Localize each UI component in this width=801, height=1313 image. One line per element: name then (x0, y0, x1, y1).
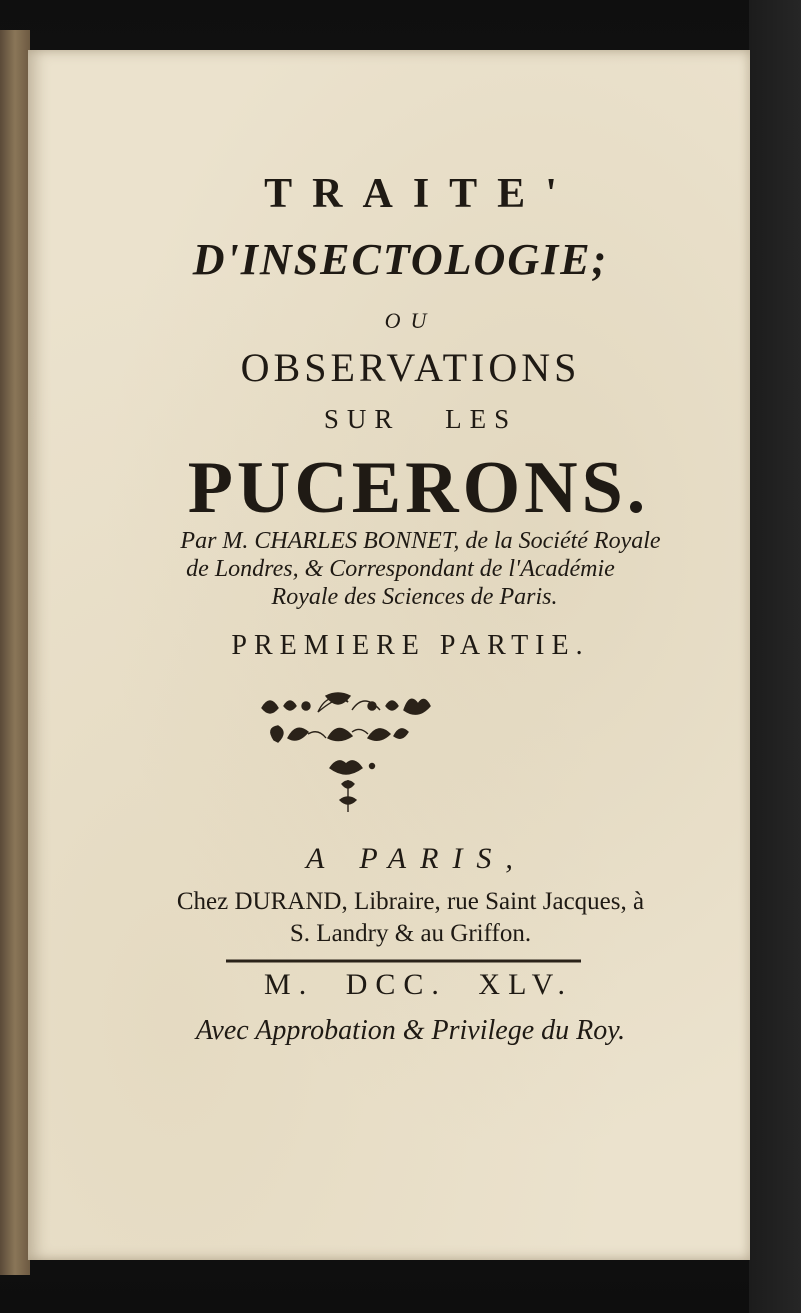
approbation-line: Avec Approbation & Privilege du Roy. (195, 1015, 626, 1046)
part-heading: PREMIERE PARTIE. (231, 630, 590, 661)
subtitle-pucerons: PUCERONS. (187, 447, 650, 529)
author-line-3: Royale des Sciences de Paris. (271, 584, 558, 610)
place-of-publication: A PARIS, (306, 842, 527, 875)
title-line-2: D'INSECTOLOGIE; (192, 235, 609, 284)
subtitle-observations: OBSERVATIONS (240, 345, 581, 390)
publisher-line-2: S. Landry & au Griffon. (289, 920, 532, 947)
printers-ornament-icon (248, 688, 448, 816)
publisher-line-1: Chez DURAND, Libraire, rue Saint Jacques, à (176, 888, 645, 915)
rule-line-icon (226, 958, 581, 964)
author-line-2: de Londres, & Correspondant de l'Académie (186, 556, 615, 582)
subtitle-sur-les: SUR LES (323, 404, 518, 434)
title-line-1: TRAITE' (264, 171, 577, 217)
publication-date: M. DCC. XLV. (264, 968, 573, 1001)
connector-ou: OU (384, 308, 437, 333)
author-line-1: Par M. CHARLES BONNET, de la Société Royale (180, 528, 661, 554)
